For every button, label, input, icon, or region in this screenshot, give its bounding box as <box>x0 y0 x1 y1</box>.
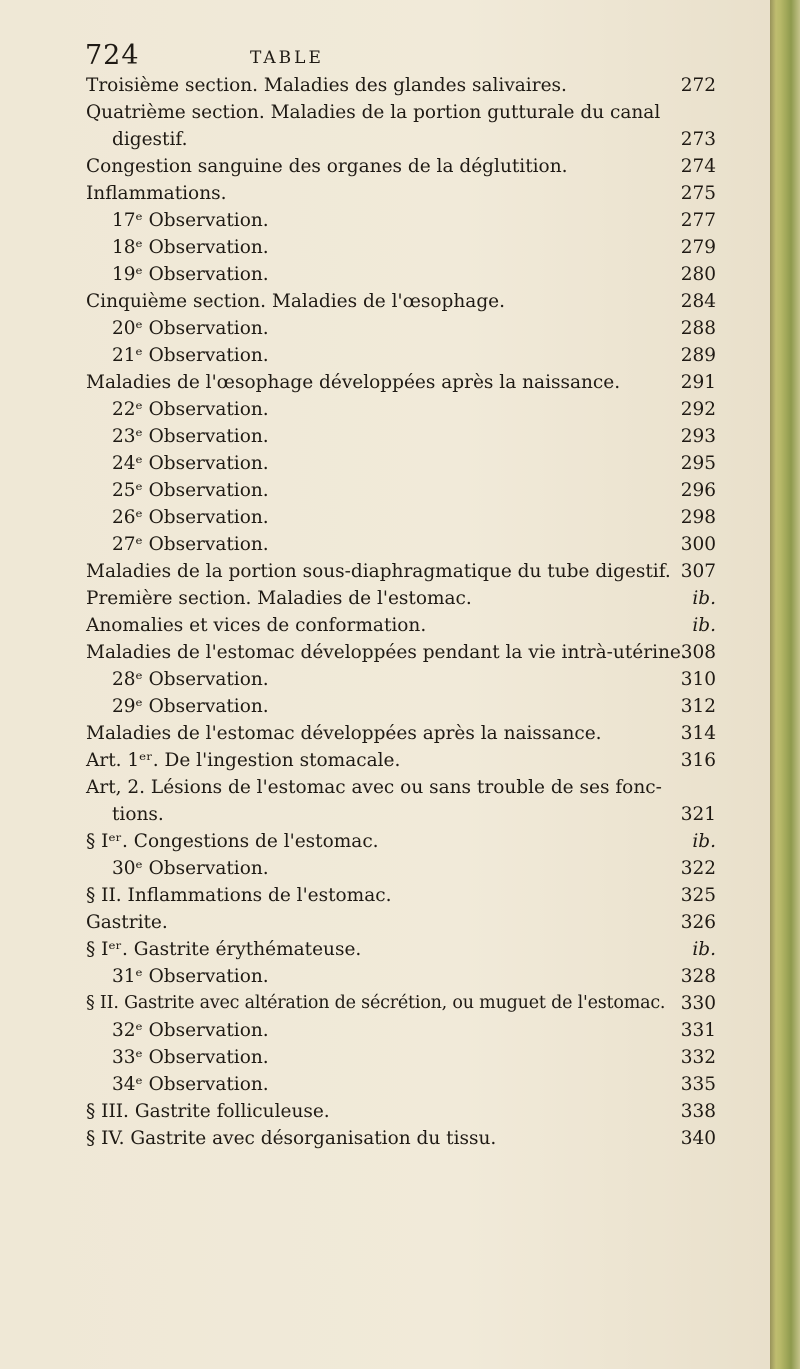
toc-page: 314 <box>680 723 716 744</box>
toc-text: Première section. Maladies de l'estomac. <box>86 588 472 609</box>
toc-entry <box>86 369 716 396</box>
toc-page: 273 <box>680 129 716 150</box>
toc-page: 293 <box>680 426 716 447</box>
toc-text: 19ᵉ Observation. <box>112 264 269 285</box>
toc-page: 300 <box>680 534 716 555</box>
toc-entry <box>86 1071 716 1098</box>
toc-page: 307 <box>680 561 716 582</box>
toc-page: 338 <box>680 1101 716 1122</box>
toc-text: § III. Gastrite folliculeuse. <box>86 1101 330 1122</box>
toc-text: § Iᵉʳ. Gastrite érythémateuse. <box>86 939 362 960</box>
toc-entry <box>86 153 716 180</box>
running-title: TABLE <box>250 48 324 68</box>
toc-entry <box>86 1017 716 1044</box>
toc-page: 331 <box>680 1020 716 1041</box>
toc-text: Maladies de la portion sous-diaphragmatique du tube digestif. <box>86 561 671 582</box>
toc-text: § IV. Gastrite avec désorganisation du tissu. <box>86 1128 497 1149</box>
toc-entry <box>86 828 716 855</box>
toc-page: 274 <box>680 156 716 177</box>
toc-page: 289 <box>680 345 716 366</box>
toc-page: 272 <box>680 75 716 96</box>
toc-page: 310 <box>680 669 716 690</box>
toc-page: 332 <box>680 1047 716 1068</box>
toc-page: ib. <box>692 939 716 960</box>
toc-entry <box>86 882 716 909</box>
toc-entry <box>86 747 716 774</box>
toc-entry <box>86 423 716 450</box>
toc-entry <box>86 261 716 288</box>
toc-page: 330 <box>680 993 716 1014</box>
toc-entry <box>86 504 716 531</box>
toc-page: 291 <box>680 372 716 393</box>
toc-entry <box>86 720 716 747</box>
toc-text: Quatrième section. Maladies de la portion gutturale du canal digestif. <box>86 102 661 150</box>
toc-text: Maladies de l'estomac développées après la naissance. <box>86 723 602 744</box>
toc-entry <box>86 612 716 639</box>
toc-page: 284 <box>680 291 716 312</box>
toc-text: Congestion sanguine des organes de la déglutition. <box>86 156 568 177</box>
toc-entry <box>86 639 716 666</box>
toc-page: 279 <box>680 237 716 258</box>
toc-text: 18ᵉ Observation. <box>112 237 269 258</box>
toc-entry <box>86 990 716 1017</box>
toc-entry <box>86 558 716 585</box>
toc-text: Inflammations. <box>86 183 227 204</box>
toc-entry <box>86 909 716 936</box>
toc-text: 23ᵉ Observation. <box>112 426 269 447</box>
toc-entry <box>86 1098 716 1125</box>
toc-entry <box>86 288 716 315</box>
toc-text: 31ᵉ Observation. <box>112 966 269 987</box>
toc-text: 22ᵉ Observation. <box>112 399 269 420</box>
toc-page: 326 <box>680 912 716 933</box>
toc-entry <box>86 585 716 612</box>
toc-text: 34ᵉ Observation. <box>112 1074 269 1095</box>
toc-entry <box>86 234 716 261</box>
toc-page: 296 <box>680 480 716 501</box>
toc-entry <box>86 207 716 234</box>
toc-text: Troisième section. Maladies des glandes salivaires. <box>86 75 567 96</box>
toc-entry <box>86 342 716 369</box>
toc-text: Art, 2. Lésions de l'estomac avec ou sans trouble de ses fonc- tions. <box>86 777 662 825</box>
toc-entry <box>86 963 716 990</box>
toc-entry <box>86 855 716 882</box>
toc-text: 21ᵉ Observation. <box>112 345 269 366</box>
toc-text: 17ᵉ Observation. <box>112 210 269 231</box>
toc-text: 24ᵉ Observation. <box>112 453 269 474</box>
toc-page: ib. <box>692 831 716 852</box>
toc-text: Cinquième section. Maladies de l'œsophage. <box>86 291 506 312</box>
toc-text: 32ᵉ Observation. <box>112 1020 269 1041</box>
toc-entry <box>86 666 716 693</box>
toc-entry <box>86 936 716 963</box>
toc-text: 25ᵉ Observation. <box>112 480 269 501</box>
toc-page: 308 <box>680 642 716 663</box>
toc-text: § Iᵉʳ. Congestions de l'estomac. <box>86 831 379 852</box>
toc-page: 312 <box>680 696 716 717</box>
toc-text: 28ᵉ Observation. <box>112 669 269 690</box>
toc-page: 340 <box>680 1128 716 1149</box>
toc-page: 322 <box>680 858 716 879</box>
toc-text: Maladies de l'estomac développées pendant la vie intrà-utérine. <box>86 642 687 663</box>
toc-page: 328 <box>680 966 716 987</box>
toc-page: ib. <box>692 588 716 609</box>
toc-entry <box>86 693 716 720</box>
toc-page: 292 <box>680 399 716 420</box>
page-header <box>85 40 705 76</box>
toc-entry <box>86 531 716 558</box>
toc-text: Maladies de l'œsophage développées après la naissance. <box>86 372 621 393</box>
toc-entry <box>86 315 716 342</box>
toc-text: Anomalies et vices de conformation. <box>86 615 427 636</box>
toc-entry <box>86 450 716 477</box>
toc-entry <box>86 1125 716 1152</box>
toc-text: 30ᵉ Observation. <box>112 858 269 879</box>
toc-text: § II. Gastrite avec altération de sécrétion, ou muguet de l'estomac. <box>86 993 666 1013</box>
toc-entry <box>86 99 716 153</box>
toc-entry <box>86 477 716 504</box>
toc-page: 321 <box>680 804 716 825</box>
toc-page: 335 <box>680 1074 716 1095</box>
toc-text: 27ᵉ Observation. <box>112 534 269 555</box>
toc-page: 325 <box>680 885 716 906</box>
page-number: 724 <box>85 40 140 71</box>
toc-page: 288 <box>680 318 716 339</box>
edge-shadow <box>770 0 776 1369</box>
toc-page: 277 <box>680 210 716 231</box>
toc-text: § II. Inflammations de l'estomac. <box>86 885 392 906</box>
table-of-contents <box>86 72 716 1152</box>
toc-entry <box>86 774 716 828</box>
toc-text: 33ᵉ Observation. <box>112 1047 269 1068</box>
toc-text: Gastrite. <box>86 912 168 933</box>
toc-text: Art. 1ᵉʳ. De l'ingestion stomacale. <box>86 750 401 771</box>
toc-entry <box>86 180 716 207</box>
toc-page: 280 <box>680 264 716 285</box>
toc-text: 29ᵉ Observation. <box>112 696 269 717</box>
toc-page: ib. <box>692 615 716 636</box>
toc-entry <box>86 396 716 423</box>
toc-page: 295 <box>680 453 716 474</box>
toc-entry <box>86 72 716 99</box>
book-edge <box>770 0 800 1369</box>
toc-page: 298 <box>680 507 716 528</box>
toc-text: 20ᵉ Observation. <box>112 318 269 339</box>
toc-page: 275 <box>680 183 716 204</box>
toc-page: 316 <box>680 750 716 771</box>
toc-text: 26ᵉ Observation. <box>112 507 269 528</box>
toc-entry <box>86 1044 716 1071</box>
